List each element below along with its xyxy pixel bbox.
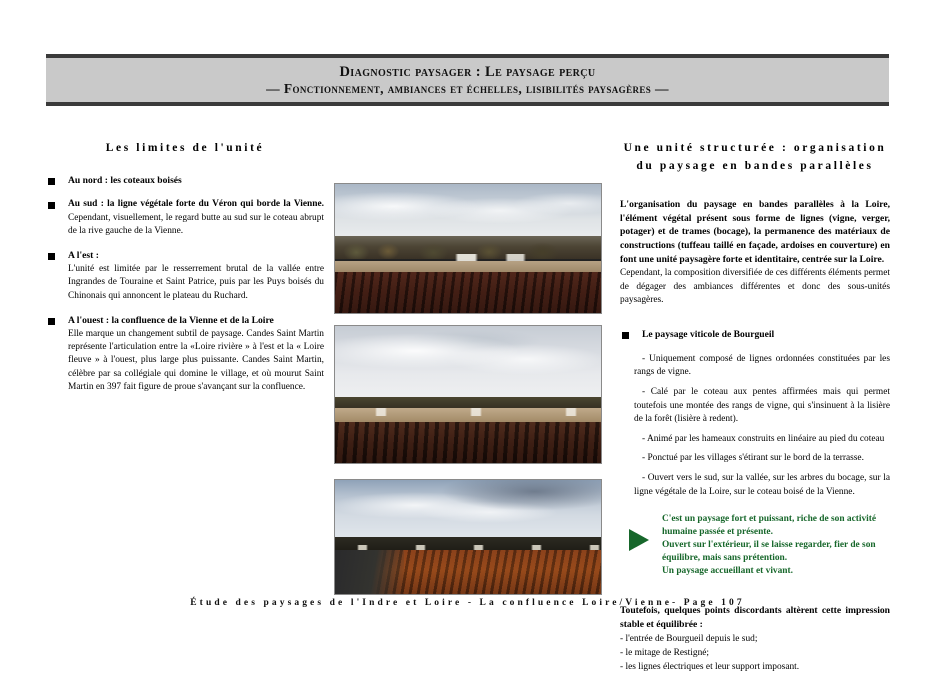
landscape-photo-village-vineyard [334,183,602,314]
landscape-photo-open-valley [334,325,602,464]
dash-item: - Ponctué par les villages s'étirant sur le bord de la terrasse. [642,453,864,464]
list-item [46,314,324,394]
list-item [46,174,324,188]
bullet-body: L'unité est limitée par le resserrement brutal de la vallée entre Ingrandes de Touraine et Saint Patrice, puis par les Puys boisés du Chinonais qui annoncent le plateau du Ruchard. [68,264,324,301]
callout-line: humaine passée et présente. [662,527,773,538]
square-bullet-icon [48,253,55,260]
green-callout-block [620,513,890,578]
bullet-heading: Au nord : les coteaux boisés [68,174,182,186]
dash-item: - Ouvert vers le sud, sur la vallée, sur les arbres du bocage, sur la ligne végétale de la Loire, sur le coteau boisé de la Vienne. [634,473,890,497]
photo-vineyard-layer [335,422,601,463]
list-item [46,249,324,303]
callout-line: C'est un paysage fort et puissant, riche de son activité [662,514,877,525]
photo-column [334,183,602,595]
dash-item: - Calé par le coteau aux pentes affirmées mais qui permet toutefois une montée des rangs de vigne, qui s'insinuent à la lisière de la forêt (lisière à redent). [634,386,890,425]
photo-buildings-layer [335,408,601,416]
dash-list [620,353,890,500]
bullet-text-block [68,198,324,238]
photo-cloud-layer [335,329,601,384]
photo-cloud-layer [335,189,601,225]
bullet-heading: A l'ouest : la confluence de la Vienne et de la Loire [68,315,274,327]
closing-paragraph: Toutefois, quelques points discordants altèrent cette impression stable et équilibrée : [620,605,890,631]
closing-dash-item: - l'entrée de Bourgueil depuis le sud; [620,633,758,644]
right-column-title [620,140,890,176]
photo-cloud-layer [335,480,601,526]
header-title-line-1: Diagnostic paysager : Le paysage perçu [339,63,596,80]
intro-paragraph-normal: Cependant, la composition diversifiée de ces différents éléments permet de dégager des ambiances différentes et donc des sous-unités paysagères. [620,268,890,306]
right-column-title-line-1: Une unité structurée : organisation [623,142,887,154]
page-header-banner [46,54,889,106]
bullet-heading: Au sud : la ligne végétale forte du Véron qui borde la Vienne. [68,199,324,210]
page-footer: Étude des paysages de l'Indre et Loire - La confluence Loire/Vienne- Page 107 [190,598,745,608]
square-bullet-icon [48,178,55,185]
left-text-column [46,140,324,405]
closing-block [620,604,890,674]
bullet-body: Cependant, visuellement, le regard butte au sud sur le coteau abrupt de la rive gauche de la Vienne. [68,212,324,237]
bullet-heading: Le paysage viticole de Bourgueil [642,329,775,341]
photo-road-layer [335,550,404,594]
right-column-title-line-2: du paysage en bandes parallèles [636,159,874,172]
dash-item: - Animé par les hameaux construits en linéaire au pied du coteau [642,433,885,444]
right-text-column [620,140,890,674]
square-bullet-icon [48,202,55,209]
header-subtitle-line-2: — Fonctionnement, ambiances et échelles, lisibilités paysagères — [266,80,669,96]
square-bullet-icon [48,318,55,325]
callout-line: équilibre, mais sans prétention. [662,553,788,564]
closing-dash-item: - les lignes électriques et leur support imposant. [620,662,800,673]
landscape-photo-road-vineyard [334,479,602,595]
intro-paragraph-bold: L'organisation du paysage en bandes parallèles à la Loire, l'élément végétal présent sous forme de lignes (vigne, verger, potager) et de trames (bocage), la permanence des matériaux de constructions (tuffeau taillé en façade, ardoises en couverture) en font une unité paysagère forte et identitaire, centrée sur la Loire. [620,198,890,266]
bullet-heading: A l'est : [68,250,99,262]
square-bullet-icon [622,332,629,339]
callout-line: Un paysage accueillant et vivant. [662,566,793,577]
list-item [46,198,324,238]
left-column-title: Les limites de l'unité [105,142,265,154]
triangle-arrow-icon [629,529,649,551]
callout-line: Ouvert sur l'extérieur, il se laisse regarder, fier de son [662,540,876,551]
dash-item: - Uniquement composé de lignes ordonnées constituées par les rangs de vigne. [634,353,890,378]
bullet-body: Elle marque un changement subtil de paysage. Candes Saint Martin représente l'articulation entre la «Loire rivière » à l'est et la « Loire fleuve » à l'ouest, plus large plus puissante. Candes Saint Martin, célèbre par sa collégiale qui domine le village, et où mourut Saint Martin en 397 fait figure de proue s'avançant sur la confluence. [68,328,324,393]
photo-vineyard-layer [335,272,601,313]
closing-dash-item: - le mitage de Restigné; [620,648,710,659]
list-item [620,328,890,342]
